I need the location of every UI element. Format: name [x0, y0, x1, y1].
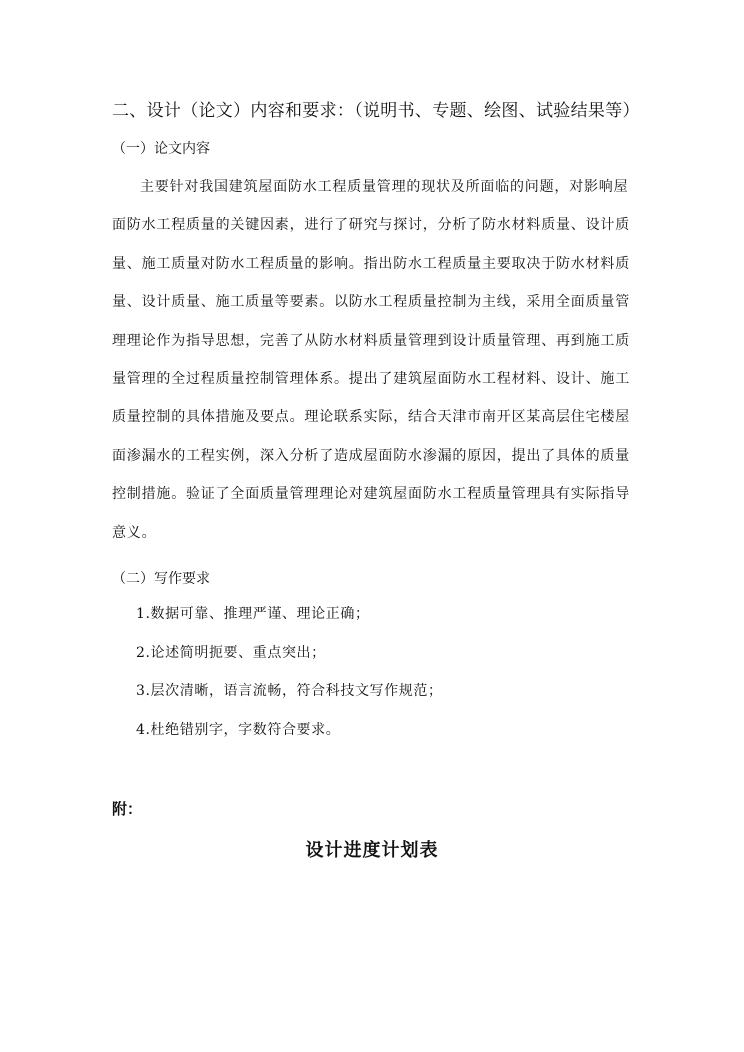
paragraph-line: 量、施工质量对防水工程质量的影响。指出防水工程质量主要取决于防水材料质: [112, 255, 630, 272]
subsection-requirements-title: （二）写作要求: [112, 571, 210, 587]
paragraph-line: 质量控制的具体措施及要点。理论联系实际，结合天津市南开区某高层住宅楼屋: [112, 409, 630, 426]
paragraph-line: 面渗漏水的工程实例，深入分析了造成屋面防水渗漏的原因，提出了具体的质量: [112, 447, 630, 464]
paragraph-line: 控制措施。验证了全面质量管理理论对建筑屋面防水工程质量管理具有实际指导: [112, 486, 630, 503]
requirement-item: 1.数据可靠、推理严谨、理论正确；: [136, 606, 370, 622]
appendix-label: 附：: [112, 800, 143, 818]
requirements-list: [136, 603, 443, 757]
requirement-item: 4.杜绝错别字，字数符合要求。: [136, 721, 341, 738]
section-heading: 二、设计（论文）内容和要求：（说明书、专题、绘图、试验结果等）: [112, 101, 640, 121]
requirement-item: 2.论述简明扼要、重点突出；: [136, 644, 326, 661]
requirement-item: 3.层次清晰，语言流畅，符合科技文写作规范；: [136, 683, 443, 699]
paragraph-line: 理理论作为指导思想，完善了从防水材料质量管理到设计质量管理、再到施工质: [112, 332, 630, 349]
content-paragraph: [112, 168, 634, 552]
subsection-content-title: （一）论文内容: [112, 141, 210, 157]
paragraph-line: 量管理的全过程质量控制管理体系。提出了建筑屋面防水工程材料、设计、施工: [112, 370, 630, 387]
paragraph-line: 主要针对我国建筑屋面防水工程质量管理的现状及所面临的问题，对影响屋: [140, 179, 629, 195]
paragraph-line: 意义。: [112, 524, 157, 541]
paragraph-line: 量、设计质量、施工质量等要素。以防水工程质量控制为主线，采用全面质量管: [112, 294, 630, 311]
paragraph-line: 面防水工程质量的关键因素，进行了研究与探讨，分析了防水材料质量、设计质: [112, 217, 630, 234]
schedule-table-title: 设计进度计划表: [305, 840, 439, 861]
